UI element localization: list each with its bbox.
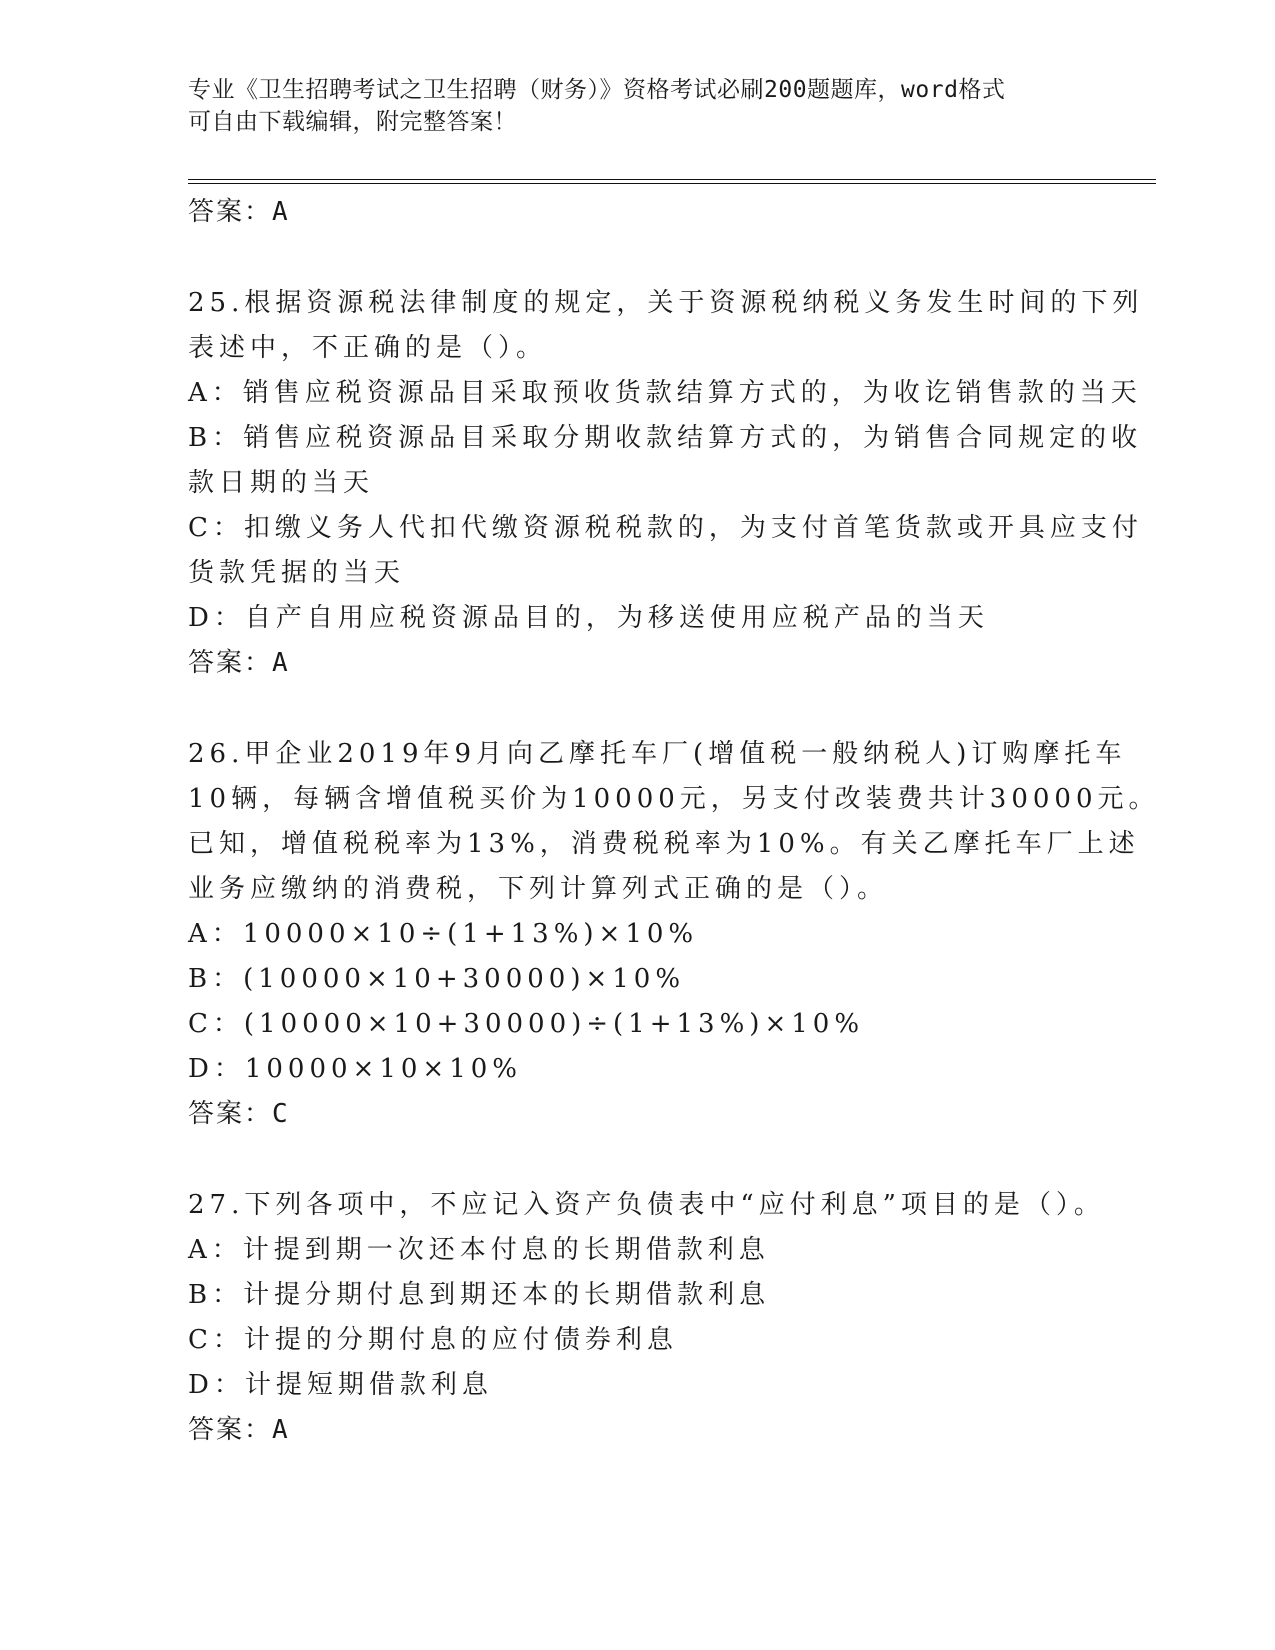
option-c-cont: 货款凭据的当天: [188, 558, 406, 588]
question-stem-line: 26.甲企业2019年9月向乙摩托车厂(增值税一般纳税人)订购摩托车: [188, 739, 1127, 769]
question-26: [188, 732, 1160, 1092]
header-line-2: 可自由下载编辑，附完整答案！: [188, 109, 517, 135]
question-27: [188, 1183, 1105, 1408]
option-c: C：计提的分期付息的应付债券利息: [188, 1325, 678, 1355]
option-a: A：销售应税资源品目采取预收货款结算方式的，为收讫销售款的当天: [188, 378, 1142, 408]
header-line-1: 专业《卫生招聘考试之卫生招聘（财务）》资格考试必刷200题题库，word格式: [188, 77, 1006, 103]
document-header: [188, 74, 1068, 138]
option-b-cont: 款日期的当天: [188, 468, 375, 498]
answer-27: 答案：A: [188, 1415, 290, 1445]
option-a: A：计提到期一次还本付息的长期借款利息: [188, 1235, 770, 1265]
question-list: [188, 190, 1160, 1499]
question-stem-line: 业务应缴纳的消费税，下列计算列式正确的是（）。: [188, 874, 889, 904]
question-stem-line: 已知，增值税税率为13%，消费税税率为10%。有关乙摩托车厂上述: [188, 829, 1140, 859]
question-stem-line: 27.下列各项中，不应记入资产负债表中“应付利息”项目的是（）。: [188, 1190, 1105, 1220]
question-stem-line: 表述中，不正确的是（）。: [188, 333, 548, 363]
answer-previous: 答案：A: [188, 197, 290, 227]
option-d: D：计提短期借款利息: [188, 1370, 493, 1400]
answer-26: 答案：C: [188, 1099, 290, 1129]
option-b: B：计提分期付息到期还本的长期借款利息: [188, 1280, 771, 1310]
question-25: [188, 281, 1144, 641]
option-d: D：10000×10×10%: [188, 1054, 522, 1084]
option-b: B：销售应税资源品目采取分期收款结算方式的，为销售合同规定的收: [188, 423, 1143, 453]
option-a: A：10000×10÷(1+13%)×10%: [188, 919, 699, 949]
question-stem-line: 10辆，每辆含增值税买价为10000元，另支付改装费共计30000元。: [188, 784, 1160, 814]
header-divider: [188, 179, 1156, 184]
option-d: D：自产自用应税资源品目的，为移送使用应税产品的当天: [188, 603, 989, 633]
question-stem-line: 25.根据资源税法律制度的规定，关于资源税纳税义务发生时间的下列: [188, 288, 1144, 318]
option-c: C：扣缴义务人代扣代缴资源税税款的，为支付首笔货款或开具应支付: [188, 513, 1143, 543]
answer-25: 答案：A: [188, 648, 290, 678]
option-c: C：(10000×10+30000)÷(1+13%)×10%: [188, 1009, 865, 1039]
option-b: B：(10000×10+30000)×10%: [188, 964, 686, 994]
